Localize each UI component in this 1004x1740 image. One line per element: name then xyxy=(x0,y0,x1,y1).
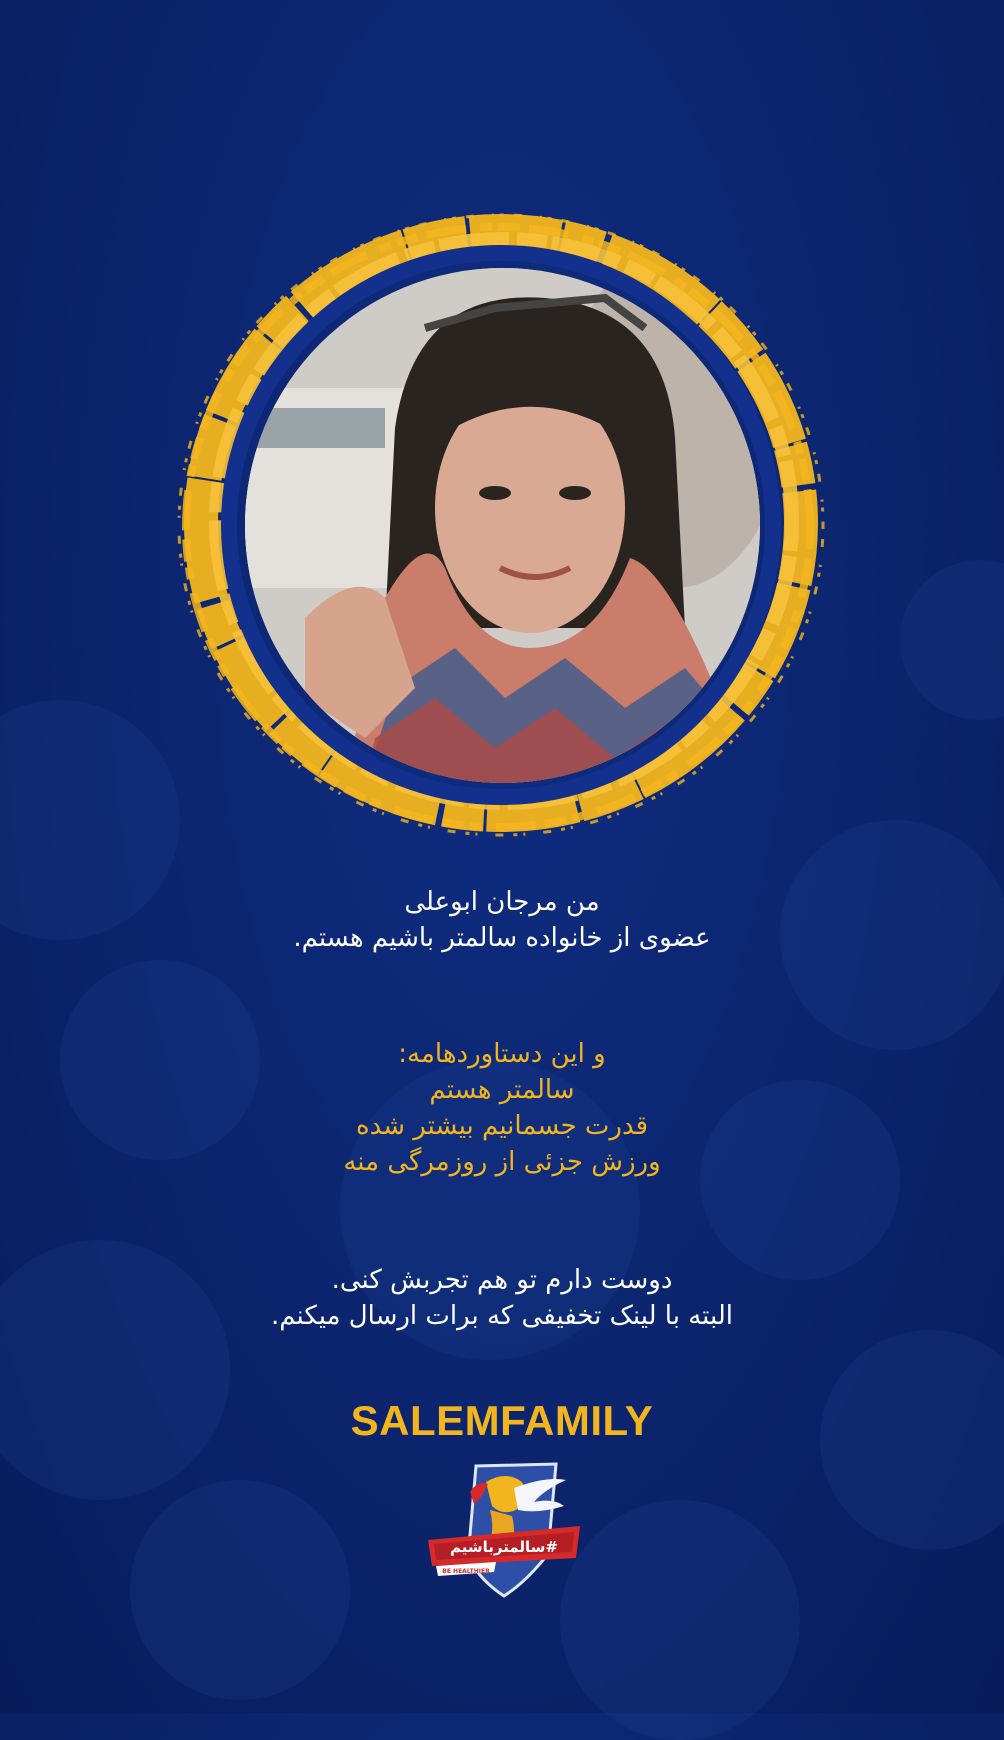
svg-text:BE HEALTHIER: BE HEALTHIER xyxy=(442,1568,490,1575)
brand-name: SALEMFAMILY xyxy=(350,1397,654,1444)
background-bokeh xyxy=(560,1500,800,1740)
intro-text xyxy=(0,884,1004,956)
invite-line: البته با لینک تخفیفی که برات ارسال میکنم. xyxy=(270,1301,734,1331)
profile-photo-illustration xyxy=(245,268,760,783)
svg-text:#سالمترباشیم: #سالمترباشیم xyxy=(450,1538,558,1556)
achievement-item: قدرت جسمانیم بیشتر شده xyxy=(355,1111,649,1141)
achievements-list xyxy=(0,1036,1004,1180)
membership-line: عضوی از خانواده سالمتر باشیم هستم. xyxy=(293,923,711,953)
member-name-line: من مرجان ابوعلی xyxy=(404,887,600,917)
shield-mascot-icon xyxy=(426,1462,582,1598)
invite-text xyxy=(0,1262,1004,1334)
background-bokeh xyxy=(900,560,1004,720)
achievements-heading: و این دستاوردهامه: xyxy=(398,1039,606,1069)
achievement-item: سالمتر هستم xyxy=(429,1075,575,1105)
achievement-item: ورزش جزئی از روزمرگی منه xyxy=(343,1147,661,1177)
profile-photo xyxy=(245,268,760,783)
background-bokeh xyxy=(130,1480,350,1700)
invite-line: دوست دارم تو هم تجربش کنی. xyxy=(331,1265,673,1295)
